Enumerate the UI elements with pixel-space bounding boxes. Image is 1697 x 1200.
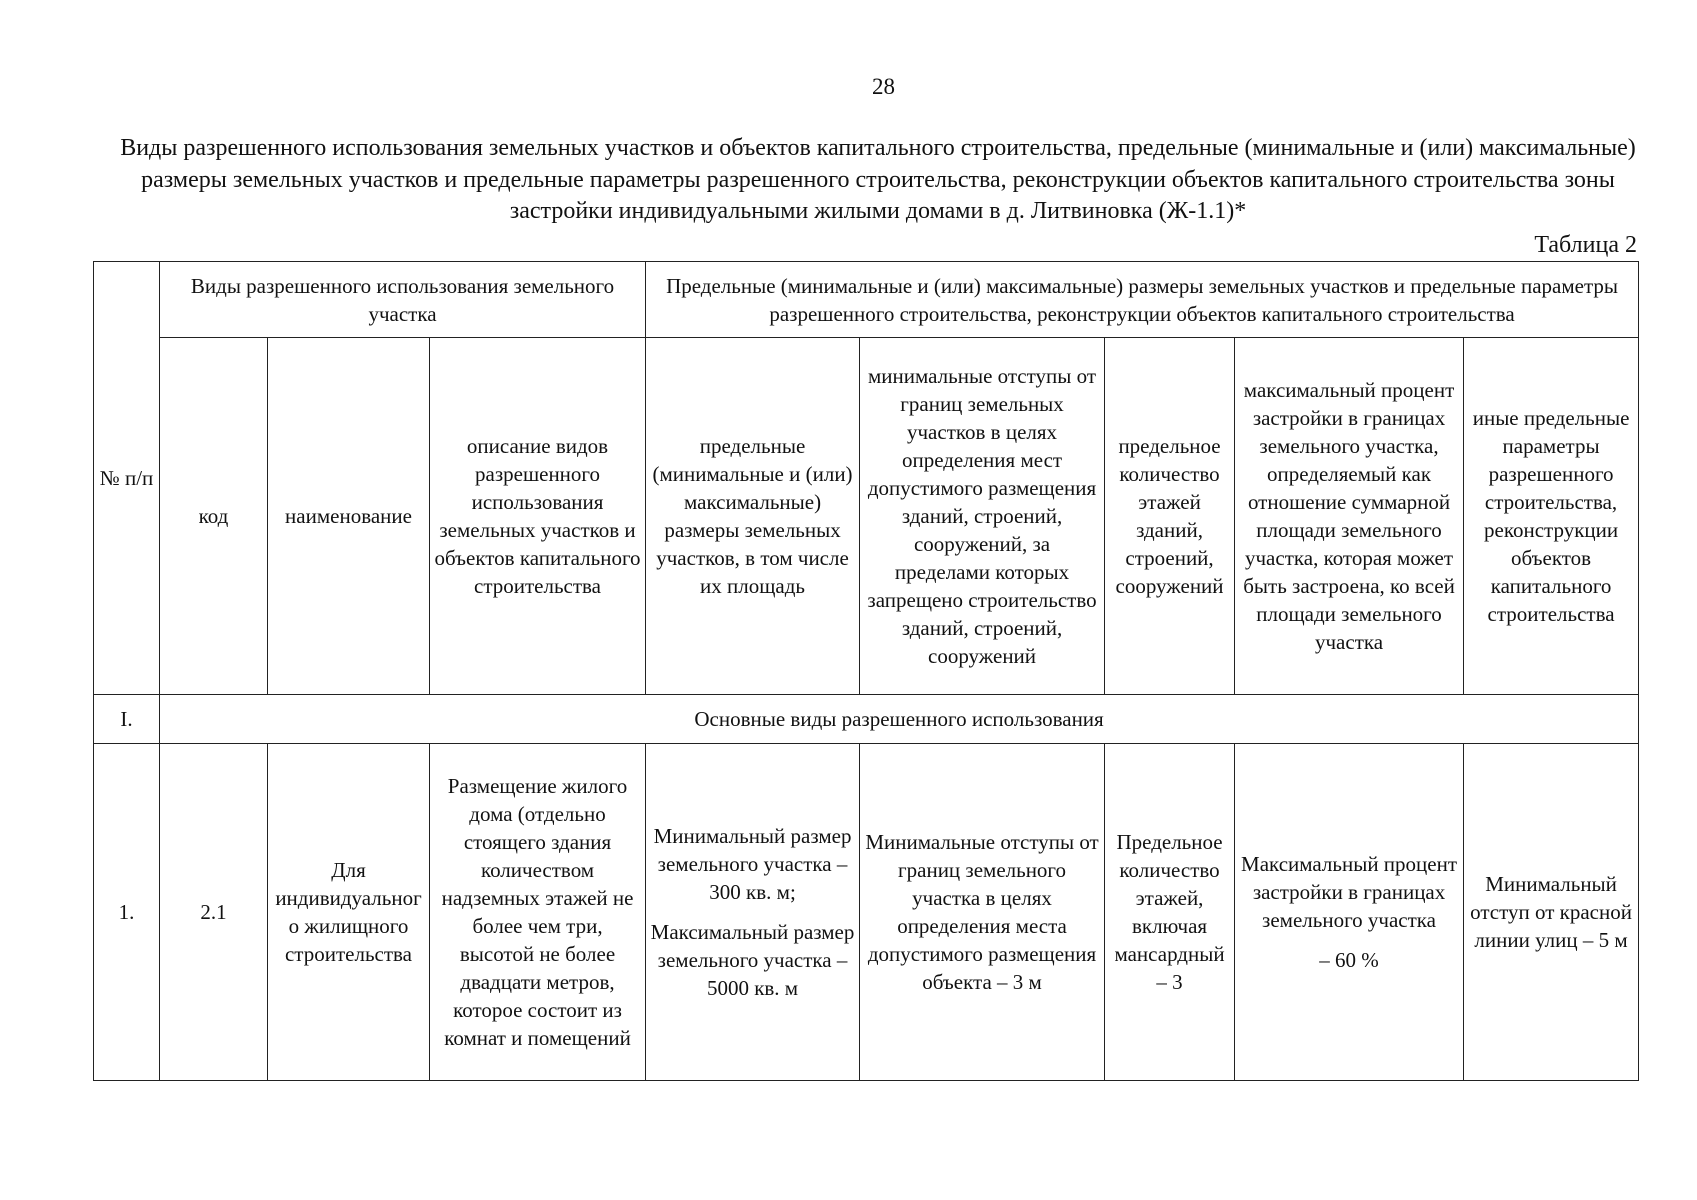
page-number: 28 (872, 74, 895, 99)
row-name: Для индивидуального жилищного строительства (268, 744, 430, 1081)
header-coverage: максимальный процент застройки в границах земельного участка, определяемый как отношение суммарной площади земельного участка, которая может быть застроена, ко всей площади земельного участка (1235, 338, 1464, 695)
row-floors: Предельное количество этажей, включая мансардный – 3 (1105, 744, 1235, 1081)
header-setbacks: минимальные отступы от границ земельных участков в целях определения мест допустимого размещения зданий, строений, сооружений, за пределами которых запрещено строительство зданий, строений, сооружений (860, 338, 1105, 695)
header-row-sub (94, 338, 1639, 695)
row-number: 1. (94, 744, 160, 1081)
row-setbacks: Минимальные отступы от границ земельного участка в целях определения места допустимого размещения объекта – 3 м (860, 744, 1105, 1081)
header-floors: предельное количество этажей зданий, строений, сооружений (1105, 338, 1235, 695)
header-code: код (160, 338, 268, 695)
table-label: Таблица 2 (1534, 232, 1637, 258)
row-coverage-value: – 60 % (1319, 948, 1379, 972)
row-sizes (646, 744, 860, 1081)
header-uses-group: Виды разрешенного использования земельного участка (160, 262, 646, 338)
row-sizes-max: Максимальный размер земельного участка – 5000 кв. м (650, 920, 855, 1000)
header-sizes: предельные (минимальные и (или) максимальные) размеры земельных участков, в том числе их площадь (646, 338, 860, 695)
row-sizes-min: Минимальный размер земельного участка – 300 кв. м; (653, 824, 852, 904)
header-name: наименование (268, 338, 430, 695)
row-description: Размещение жилого дома (отдельно стоящего здания количеством надземных этажей не более чем три, высотой не более двадцати метров, которое состоит из комнат и помещений (430, 744, 646, 1081)
row-coverage (1235, 744, 1464, 1081)
header-description: описание видов разрешенного использования земельных участков и объектов капитального строительства (430, 338, 646, 695)
row-other: Минимальный отступ от красной линии улиц – 5 м (1464, 744, 1639, 1081)
zoning-table (93, 261, 1639, 1081)
row-code: 2.1 (160, 744, 268, 1081)
header-number: № п/п (94, 262, 160, 695)
header-row-group (94, 262, 1639, 338)
table-row (94, 744, 1639, 1081)
row-coverage-text: Максимальный процент застройки в границах земельного участка (1241, 852, 1458, 932)
section-row (94, 695, 1639, 744)
header-other: иные предельные параметры разрешенного строительства, реконструкции объектов капитального строительства (1464, 338, 1639, 695)
section-label: Основные виды разрешенного использования (160, 695, 1639, 744)
header-limits-group: Предельные (минимальные и (или) максимальные) размеры земельных участков и предельные параметры разрешенного строительства, реконструкции объектов капитального строительства (646, 262, 1639, 338)
section-number: I. (94, 695, 160, 744)
document-title: Виды разрешенного использования земельных участков и объектов капитального строительства, предельные (минимальные и (или) максимальные) размеры земельных участков и предельные параметры разрешенного строительства, реконструкции объектов капитального строительства зоны застройки индивидуальными жилыми домами в д. Литвиновка (Ж-1.1)* (120, 135, 1636, 224)
